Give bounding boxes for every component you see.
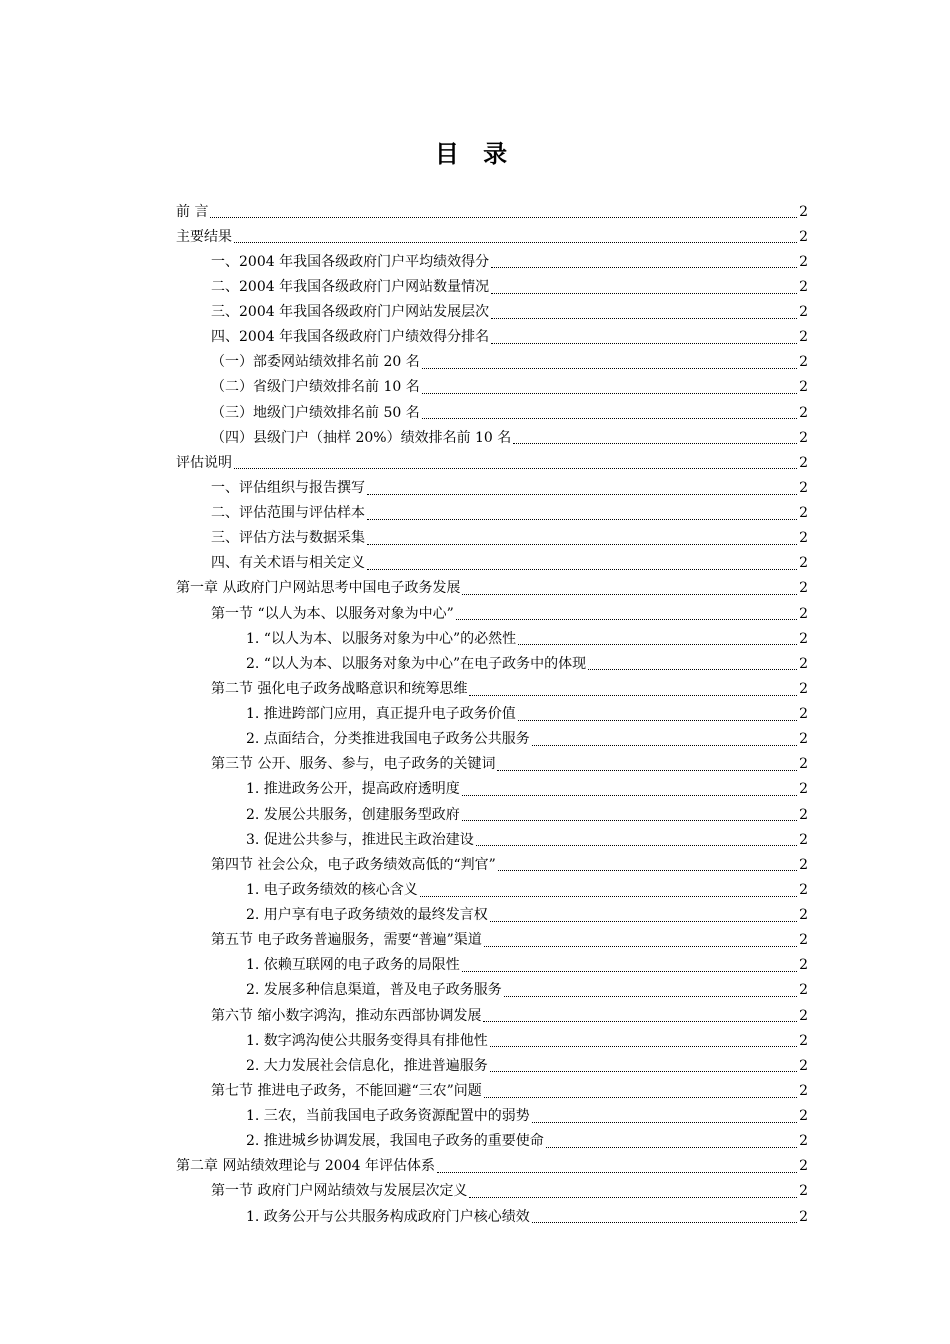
toc-page-number: 2 bbox=[799, 354, 808, 371]
toc-entry[interactable] bbox=[176, 1078, 808, 1103]
toc-entry[interactable] bbox=[176, 224, 808, 249]
toc-entry[interactable] bbox=[176, 777, 808, 802]
toc-page-number: 2 bbox=[799, 731, 808, 748]
toc-entry-title: 第二章 网站绩效理论与 2004 年评估体系 bbox=[176, 1158, 435, 1175]
toc-dot-leader bbox=[490, 1046, 797, 1047]
toc-entry-title: 2. “以人为本、以服务对象为中心”在电子政务中的体现 bbox=[246, 655, 587, 672]
toc-entry[interactable] bbox=[176, 802, 808, 827]
toc-dot-leader bbox=[367, 519, 797, 520]
toc-page-number: 2 bbox=[799, 203, 808, 220]
toc-entry-title: 第三节 公开、服务、参与，电子政务的关键词 bbox=[211, 756, 496, 773]
toc-entry[interactable] bbox=[176, 300, 808, 325]
toc-dot-leader bbox=[490, 921, 797, 922]
toc-entry-title: （四）县级门户（抽样 20%）绩效排名前 10 名 bbox=[211, 429, 512, 446]
toc-dot-leader bbox=[456, 619, 797, 620]
toc-entry-title: 二、评估范围与评估样本 bbox=[211, 505, 365, 522]
toc-entry-title: 1. 推进跨部门应用，真正提升电子政务价值 bbox=[246, 706, 516, 723]
toc-page-number: 2 bbox=[799, 1032, 808, 1049]
toc-entry-title: 第六节 缩小数字鸿沟，推动东西部协调发展 bbox=[211, 1007, 482, 1024]
toc-dot-leader bbox=[210, 217, 797, 218]
toc-entry-title: 2. 发展多种信息渠道，普及电子政务服务 bbox=[246, 982, 502, 999]
toc-dot-leader bbox=[504, 996, 797, 997]
toc-page-number: 2 bbox=[799, 228, 808, 245]
toc-dot-leader bbox=[367, 544, 797, 545]
toc-page-number: 2 bbox=[799, 932, 808, 949]
toc-entry-title: 1. 政务公开与公共服务构成政府门户核心绩效 bbox=[246, 1208, 530, 1225]
toc-entry-title: 第七节 推进电子政务，不能回避“三农”问题 bbox=[211, 1082, 482, 1099]
toc-entry-title: 第一章 从政府门户网站思考中国电子政务发展 bbox=[176, 580, 461, 597]
toc-entry[interactable] bbox=[176, 450, 808, 475]
toc-dot-leader bbox=[490, 1071, 797, 1072]
toc-dot-leader bbox=[437, 1172, 797, 1173]
toc-page-number: 2 bbox=[799, 806, 808, 823]
toc-page-number: 2 bbox=[799, 530, 808, 547]
toc-entry[interactable] bbox=[176, 953, 808, 978]
toc-entry[interactable] bbox=[176, 903, 808, 928]
toc-page-number: 2 bbox=[799, 1007, 808, 1024]
toc-page-number: 2 bbox=[799, 605, 808, 622]
toc-entry[interactable] bbox=[176, 928, 808, 953]
toc-page-number: 2 bbox=[799, 756, 808, 773]
toc-entry[interactable] bbox=[176, 676, 808, 701]
toc-entry[interactable] bbox=[176, 1028, 808, 1053]
toc-page-number: 2 bbox=[799, 982, 808, 999]
toc-entry[interactable] bbox=[176, 1003, 808, 1028]
toc-dot-leader bbox=[498, 870, 797, 871]
toc-entry[interactable] bbox=[176, 375, 808, 400]
toc-page-number: 2 bbox=[799, 856, 808, 873]
toc-entry-title: 一、评估组织与报告撰写 bbox=[211, 479, 365, 496]
toc-page-number: 2 bbox=[799, 278, 808, 295]
toc-page-number: 2 bbox=[799, 1133, 808, 1150]
toc-entry[interactable] bbox=[176, 852, 808, 877]
toc-page-number: 2 bbox=[799, 655, 808, 672]
toc-dot-leader bbox=[491, 267, 797, 268]
toc-entry-title: （二）省级门户绩效排名前 10 名 bbox=[211, 379, 420, 396]
toc-dot-leader bbox=[422, 368, 797, 369]
toc-page-number: 2 bbox=[799, 1057, 808, 1074]
toc-entry[interactable] bbox=[176, 1129, 808, 1154]
toc-entry[interactable] bbox=[176, 752, 808, 777]
toc-entry[interactable] bbox=[176, 1053, 808, 1078]
toc-entry-title: 1. 电子政务绩效的核心含义 bbox=[246, 881, 418, 898]
toc-entry-title: （一）部委网站绩效排名前 20 名 bbox=[211, 354, 420, 371]
toc-entry-title: 三、2004 年我国各级政府门户网站发展层次 bbox=[211, 304, 490, 321]
toc-entry[interactable] bbox=[176, 978, 808, 1003]
toc-entry[interactable] bbox=[176, 1154, 808, 1179]
toc-dot-leader bbox=[491, 293, 797, 294]
toc-entry-title: 四、2004 年我国各级政府门户绩效得分排名 bbox=[211, 329, 490, 346]
toc-entry[interactable] bbox=[176, 551, 808, 576]
toc-entry-title: 3. 促进公共参与，推进民主政治建设 bbox=[246, 831, 474, 848]
toc-entry[interactable] bbox=[176, 425, 808, 450]
toc-entry-title: 1. 数字鸿沟使公共服务变得具有排他性 bbox=[246, 1032, 488, 1049]
toc-entry[interactable] bbox=[176, 199, 808, 224]
toc-dot-leader bbox=[491, 318, 797, 319]
toc-entry-title: 1. 三农，当前我国电子政务资源配置中的弱势 bbox=[246, 1108, 530, 1125]
toc-page-number: 2 bbox=[799, 479, 808, 496]
toc-entry[interactable] bbox=[176, 827, 808, 852]
toc-entry-title: 1. “以人为本、以服务对象为中心”的必然性 bbox=[246, 630, 517, 647]
toc-dot-leader bbox=[422, 393, 797, 394]
toc-entry[interactable] bbox=[176, 501, 808, 526]
toc-entry[interactable] bbox=[176, 727, 808, 752]
toc-dot-leader bbox=[491, 343, 797, 344]
toc-entry[interactable] bbox=[176, 877, 808, 902]
toc-page-number: 2 bbox=[799, 404, 808, 421]
toc-entry[interactable] bbox=[176, 249, 808, 274]
toc-entry-title: 2. 推进城乡协调发展，我国电子政务的重要使命 bbox=[246, 1133, 544, 1150]
toc-dot-leader bbox=[483, 1021, 797, 1022]
toc-page-number: 2 bbox=[799, 1082, 808, 1099]
toc-dot-leader bbox=[476, 845, 797, 846]
toc-dot-leader bbox=[234, 468, 797, 469]
toc-entry-title: 2. 大力发展社会信息化，推进普遍服务 bbox=[246, 1057, 488, 1074]
toc-entry-title: 主要结果 bbox=[176, 228, 232, 245]
toc-page-number: 2 bbox=[799, 630, 808, 647]
toc-entry[interactable] bbox=[176, 400, 808, 425]
toc-entry[interactable] bbox=[176, 350, 808, 375]
toc-page-number: 2 bbox=[799, 555, 808, 572]
toc-dot-leader bbox=[234, 242, 797, 243]
toc-page-number: 2 bbox=[799, 831, 808, 848]
toc-dot-leader bbox=[420, 896, 797, 897]
toc-dot-leader bbox=[462, 820, 797, 821]
toc-dot-leader bbox=[484, 1097, 797, 1098]
toc-page-number: 2 bbox=[799, 680, 808, 697]
toc-entry[interactable] bbox=[176, 325, 808, 350]
toc-dot-leader bbox=[422, 418, 797, 419]
toc-page-number: 2 bbox=[799, 781, 808, 798]
toc-entry[interactable] bbox=[176, 576, 808, 601]
toc-page-number: 2 bbox=[799, 379, 808, 396]
toc-page-number: 2 bbox=[799, 454, 808, 471]
toc-dot-leader bbox=[513, 443, 797, 444]
toc-page-number: 2 bbox=[799, 580, 808, 597]
toc-entry-title: 2. 发展公共服务，创建服务型政府 bbox=[246, 806, 460, 823]
toc-entry[interactable] bbox=[176, 651, 808, 676]
toc-entry-title: 1. 依赖互联网的电子政务的局限性 bbox=[246, 957, 460, 974]
toc-dot-leader bbox=[469, 695, 797, 696]
toc-page-number: 2 bbox=[799, 1183, 808, 1200]
toc-dot-leader bbox=[532, 745, 797, 746]
toc-entry[interactable] bbox=[176, 1204, 808, 1229]
toc-entry-title: 三、评估方法与数据采集 bbox=[211, 530, 365, 547]
toc-dot-leader bbox=[462, 594, 797, 595]
toc-dot-leader bbox=[484, 946, 797, 947]
toc-page-number: 2 bbox=[799, 505, 808, 522]
toc-entry-title: 二、2004 年我国各级政府门户网站数量情况 bbox=[211, 278, 490, 295]
toc-page-number: 2 bbox=[799, 1158, 808, 1175]
toc-entry[interactable] bbox=[176, 475, 808, 500]
page-title: 目 录 bbox=[434, 140, 516, 168]
toc-entry-title: 1. 推进政务公开，提高政府透明度 bbox=[246, 781, 460, 798]
toc-entry-title: 评估说明 bbox=[176, 454, 232, 471]
toc-page-number: 2 bbox=[799, 706, 808, 723]
toc-dot-leader bbox=[588, 669, 797, 670]
toc-entry-title: 四、有关术语与相关定义 bbox=[211, 555, 365, 572]
toc-dot-leader bbox=[546, 1147, 797, 1148]
toc-entry[interactable] bbox=[176, 1104, 808, 1129]
toc-entry-title: 第一节 “以人为本、以服务对象为中心” bbox=[211, 605, 454, 622]
toc-entry[interactable] bbox=[176, 626, 808, 651]
toc-dot-leader bbox=[367, 494, 797, 495]
toc-entry[interactable] bbox=[176, 601, 808, 626]
toc-page-number: 2 bbox=[799, 329, 808, 346]
toc-entry-title: 第二节 强化电子政务战略意识和统筹思维 bbox=[211, 680, 468, 697]
toc-dot-leader bbox=[469, 1197, 797, 1198]
toc-entry-title: 2. 用户享有电子政务绩效的最终发言权 bbox=[246, 907, 488, 924]
toc-page-number: 2 bbox=[799, 1108, 808, 1125]
toc-dot-leader bbox=[367, 569, 797, 570]
toc-page-number: 2 bbox=[799, 429, 808, 446]
toc-entry-title: 第一节 政府门户网站绩效与发展层次定义 bbox=[211, 1183, 468, 1200]
toc-page-number: 2 bbox=[799, 907, 808, 924]
toc-dot-leader bbox=[532, 1222, 797, 1223]
toc-dot-leader bbox=[462, 971, 797, 972]
toc-entry-title: 2. 点面结合，分类推进我国电子政务公共服务 bbox=[246, 731, 530, 748]
toc-page-number: 2 bbox=[799, 1208, 808, 1225]
toc-dot-leader bbox=[518, 644, 797, 645]
toc-page-number: 2 bbox=[799, 253, 808, 270]
toc-entry[interactable] bbox=[176, 1179, 808, 1204]
toc-dot-leader bbox=[462, 795, 797, 796]
toc-entry[interactable] bbox=[176, 274, 808, 299]
toc-dot-leader bbox=[532, 1122, 797, 1123]
toc-entry-title: 前 言 bbox=[176, 203, 209, 220]
toc-dot-leader bbox=[518, 720, 797, 721]
toc-entry[interactable] bbox=[176, 702, 808, 727]
toc-dot-leader bbox=[497, 770, 797, 771]
toc-entry-title: （三）地级门户绩效排名前 50 名 bbox=[211, 404, 420, 421]
toc-entry-title: 第四节 社会公众，电子政务绩效高低的“判官” bbox=[211, 856, 496, 873]
toc-entry-title: 第五节 电子政务普遍服务，需要“普遍”渠道 bbox=[211, 932, 482, 949]
toc-page-number: 2 bbox=[799, 304, 808, 321]
toc-entry[interactable] bbox=[176, 526, 808, 551]
toc-page-number: 2 bbox=[799, 957, 808, 974]
toc-page-number: 2 bbox=[799, 881, 808, 898]
table-of-contents bbox=[176, 199, 808, 1229]
toc-entry-title: 一、2004 年我国各级政府门户平均绩效得分 bbox=[211, 253, 490, 270]
